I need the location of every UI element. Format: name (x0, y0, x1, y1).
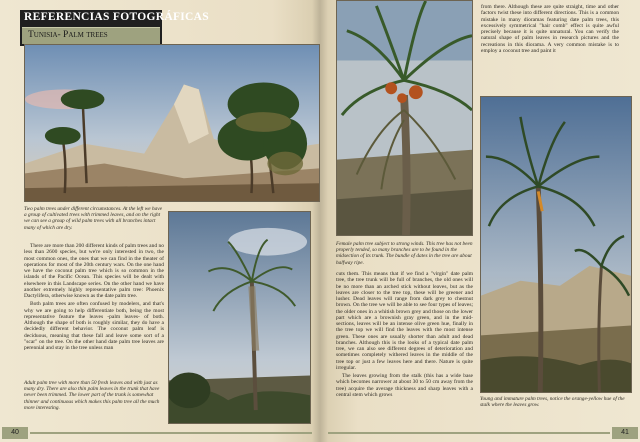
photo-tall-palm (168, 211, 311, 424)
body-text-left (24, 243, 164, 375)
page-number-right: 41 (612, 427, 638, 439)
paragraph: Both palm trees are often confused by modelers, and that's why we are going to help differentiate both, being the most representative feature the leaves -palm leaves- of both. Although the shape of both is roughly similar, they do have a decidedly different behavior. The coconut palm leaf is deciduous, meaning that these fall and leave some sort of a "scar" on the tree. On the other hand date palm tree leaves are perennial and stay in the tree unless man (24, 301, 164, 351)
body-text-middle (336, 271, 473, 436)
paragraph: from there. Although these are quite straight, time and other factors twist these into different directions. This is a common mistake in many dioramas featuring date palm trees, this excessively symmetrical "hair comb" effect is quite awful precisely because it is quite unnatural. You can verify the natural shape of palm leaves in research pictures and the recreations in this diorama. A very common mistake is to employ a coconut tree and paint it (481, 4, 619, 54)
paragraph: cuts them. This means that if we find a "virgin" date palm tree, the tree trunk will be full of branches, the old ones will be no more than an arched stick without leaves, but as the leaves are closer to the tree top, these will be greener and lusher. Dead leaves will range from dark grey to chestnut brown. On the tree we will be able to see four types of leaves; the older ones in a whitish brown grey and those on the lower part which are a brownish gray green, and in the mid-sections, leaves will be an intense olive green hue, finally in the tree top we will find the leaves with the most intense green. These ones are usually shorter than adult and dead branches. Although this is the looks of a typical date palm tree, we can also see different degrees of deterioration and sometimes completely withered leaves in the middle of the tree top or just a few leaves here and there. Nature is quite irregular. (336, 271, 473, 371)
body-text-right (481, 4, 619, 86)
photo-female-palm (336, 0, 473, 236)
footer-rule-right (328, 432, 610, 434)
paragraph: The leaves growing from the stalk (this has a wide base which becomes narrower at about 30 to 50 cm away from the tree) acquire the average thickness and sharp leaves with a central stem which grows (336, 373, 473, 398)
caption-far-right: Young and immature palm trees, notice the orange-yellow hue of the stalk where the leaves grow. (480, 396, 625, 409)
section-subtitle: Tunisia- Palm trees (28, 30, 108, 40)
section-title: REFERENCIAS FOTOGRÁFICAS (24, 11, 209, 23)
page-number-left: 40 (2, 427, 28, 439)
caption-center-right: Female palm tree subject to strong winds. This tree has not been properly tended, so many branches are to be found in the midsection of its trunk. The bundle of dates in the tree are about halfway ripe. (336, 241, 473, 266)
photo-palms-dunes (24, 44, 320, 202)
paragraph: There are more than 200 different kinds of palm trees and no less than 2600 species, but we're only interested in two, the most common ones, the ones that we can find in the theater of operations for most of the 20th century wars. On the one hand we have the coconut palm tree which is so common in the islands of the Pacific Ocean. This species will be dealt with elsewhere in this Landscape series. On the other hand we have another extremely highly representative palm tree: Phoenix Dactylifera, otherwise known as the date palm tree. (24, 243, 164, 299)
caption-bottom-left: Adult palm tree with more than 50 fresh leaves and with just as many dry. There are also thin palm leaves in the trunk that have never been trimmed. The lower part of the trunk is somewhat thinner and continuous which makes this palm tree all the much more interesting. (24, 380, 160, 411)
footer-rule-left (30, 432, 312, 434)
photo-young-palms (480, 96, 632, 393)
caption-top-left: Two palm trees under different circumstances. At the left we have a group of cultivated trees with trimmed leaves, and on the right we can see a group of wild palm trees with all branches intact many of which are dry. (24, 206, 162, 231)
